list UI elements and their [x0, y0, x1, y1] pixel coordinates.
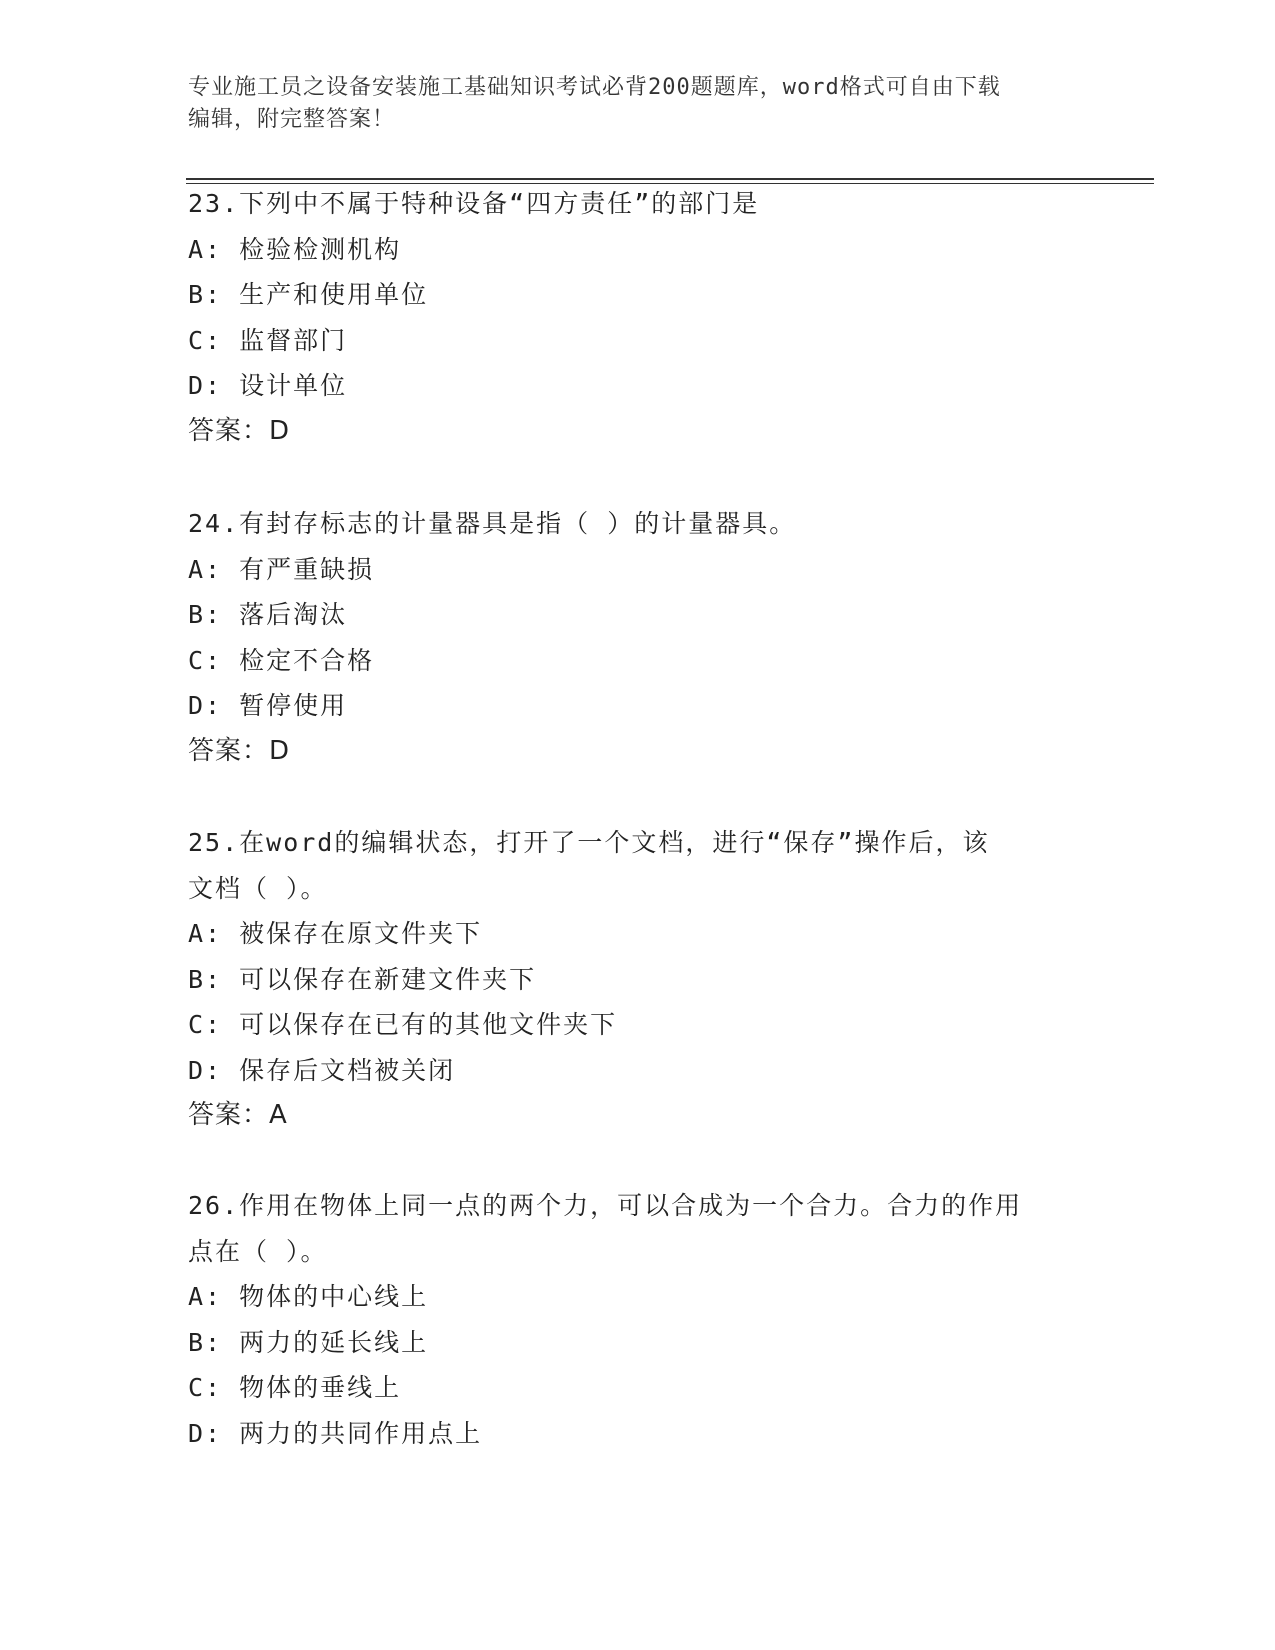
question-stem: 23.下列中不属于特种设备“四方责任”的部门是	[188, 189, 760, 218]
option-a: A: 被保存在原文件夹下	[188, 919, 483, 948]
header-divider-thick	[186, 178, 1154, 180]
header-title-line-1: 专业施工员之设备安装施工基础知识考试必背200题题库，word格式可自由下载	[188, 75, 1001, 100]
option-c: C: 可以保存在已有的其他文件夹下	[188, 1010, 618, 1039]
option-d: D: 保存后文档被关闭	[188, 1055, 456, 1085]
question-stem-line-2: 点在（ ）。	[188, 1236, 328, 1266]
question-25	[188, 820, 1088, 1139]
option-c: C: 监督部门	[188, 325, 348, 355]
option-d: D: 两力的共同作用点上	[188, 1418, 483, 1448]
question-stem-line-2: 文档（ ）。	[188, 873, 328, 903]
option-c: C: 检定不合格	[188, 645, 375, 675]
question-23	[188, 181, 1088, 454]
option-d: D: 暂停使用	[188, 691, 348, 720]
answer-line: 答案：D	[188, 415, 291, 446]
option-a: A: 物体的中心线上	[188, 1282, 429, 1311]
question-24	[188, 501, 1088, 774]
option-b: B: 生产和使用单位	[188, 280, 429, 309]
option-b: B: 落后淘汰	[188, 600, 348, 629]
header-title-line-2: 编辑，附完整答案！	[188, 107, 396, 132]
question-stem-line-1: 25.在word的编辑状态，打开了一个文档，进行“保存”操作后，该	[188, 828, 990, 857]
option-b: B: 可以保存在新建文件夹下	[188, 964, 537, 994]
answer-line: 答案：A	[188, 1100, 288, 1130]
option-b: B: 两力的延长线上	[188, 1327, 429, 1357]
question-26	[188, 1183, 1088, 1456]
option-a: A: 检验检测机构	[188, 234, 402, 264]
question-stem-line-1: 26.作用在物体上同一点的两个力，可以合成为一个合力。合力的作用	[188, 1191, 1023, 1220]
option-a: A: 有严重缺损	[188, 554, 375, 584]
option-c: C: 物体的垂线上	[188, 1373, 402, 1402]
question-stem: 24.有封存标志的计量器具是指（ ）的计量器具。	[188, 509, 797, 538]
answer-line: 答案：D	[188, 735, 291, 766]
option-d: D: 设计单位	[188, 371, 348, 400]
document-header	[188, 72, 1068, 136]
